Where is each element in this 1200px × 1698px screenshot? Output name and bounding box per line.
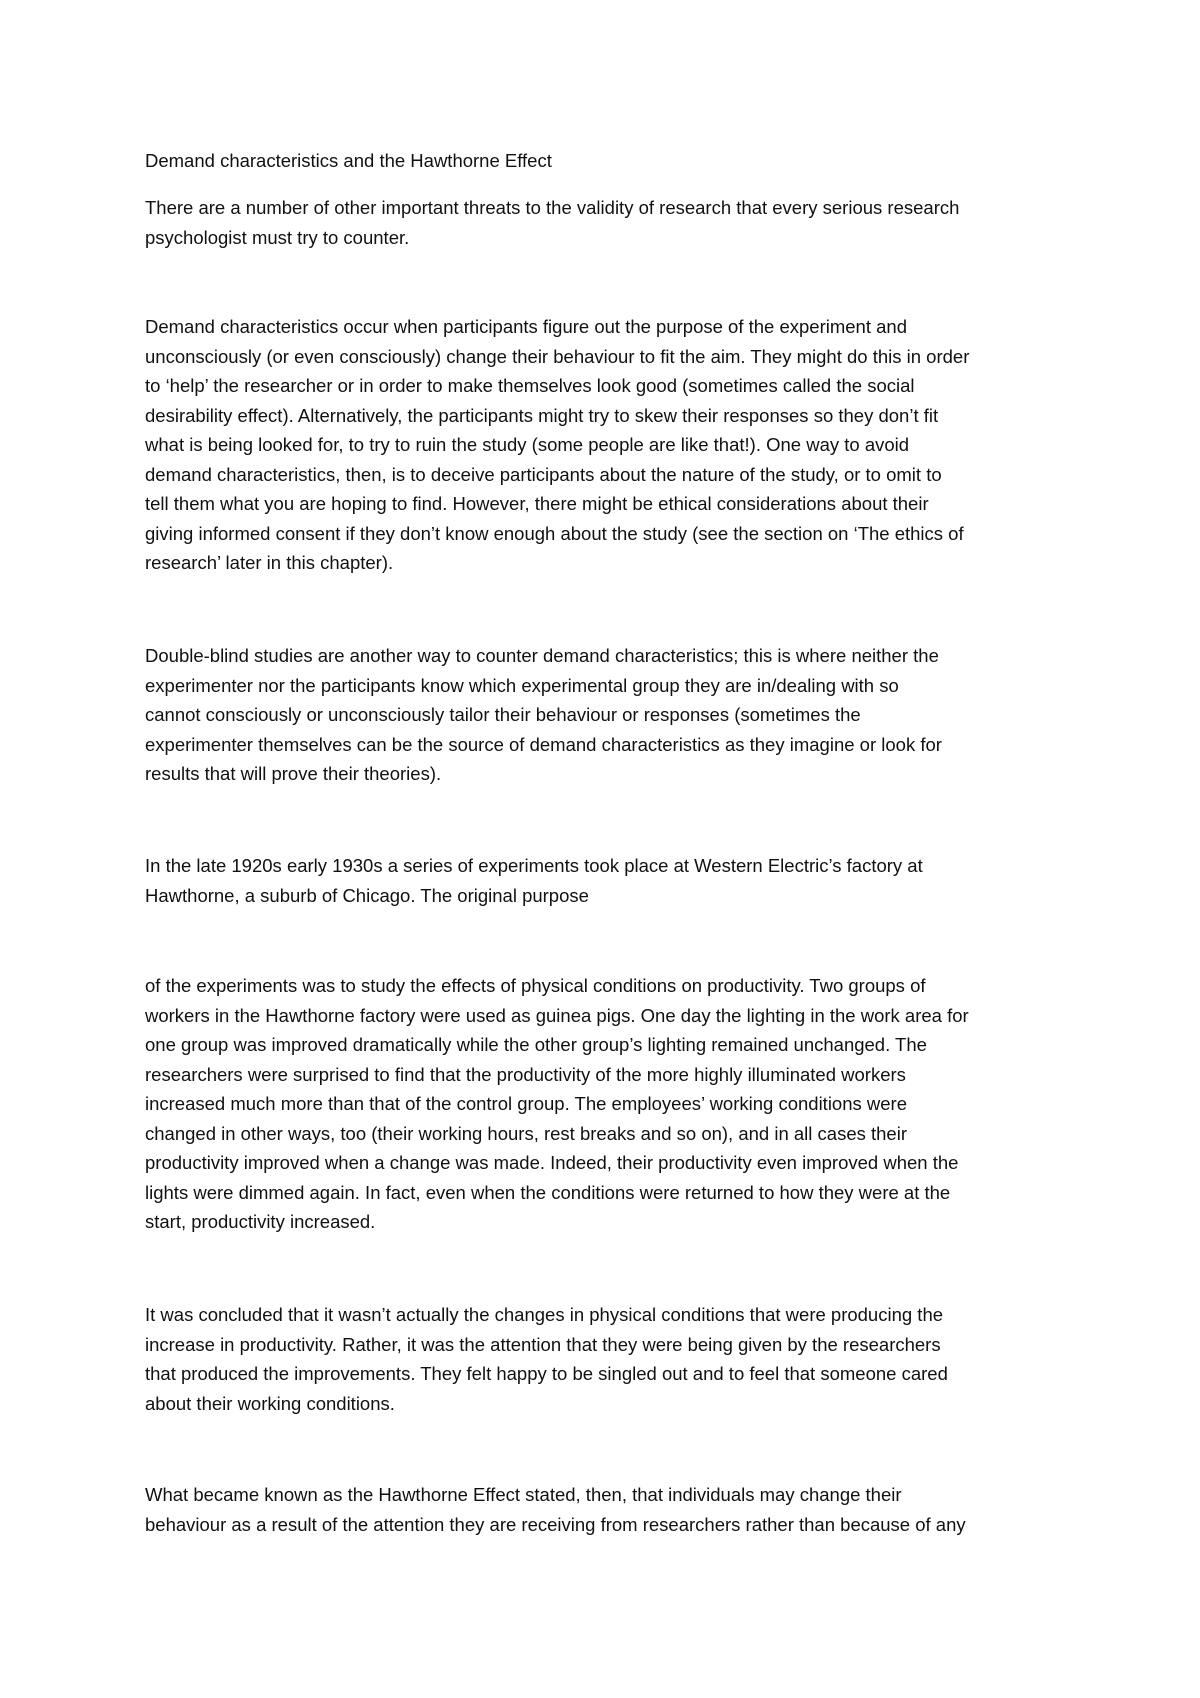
paragraph-double-blind [145,641,1075,789]
paragraph-line: to ‘help’ the researcher or in order to make themselves look good (sometimes called the social [145,375,915,396]
heading-line: Demand characteristics and the Hawthorne Effect [145,150,552,171]
paragraph-line: experimenter themselves can be the source of demand characteristics as they imagine or look for [145,733,942,755]
paragraph-line: It was concluded that it wasn’t actually the changes in physical conditions that were producing the [145,1304,944,1325]
paragraph-line: What became known as the Hawthorne Effect stated, then, that individuals may change their [145,1484,902,1505]
paragraph-line: one group was improved dramatically while the other group’s lighting remained unchanged. The [145,1034,927,1055]
paragraph-line: of the experiments was to study the effects of physical conditions on productivity. Two groups of [145,975,926,996]
paragraph-line: about their working conditions. [145,1392,395,1414]
paragraph-line: demand characteristics, then, is to deceive participants about the nature of the study, or to omit to [145,463,942,485]
paragraph-line: Demand characteristics occur when participants figure out the purpose of the experiment and [145,316,907,337]
paragraph-line: There are a number of other important threats to the validity of research that every serious research [145,197,960,218]
paragraph-line: researchers were surprised to find that the productivity of the more highly illuminated workers [145,1063,906,1085]
document-heading [145,146,1075,176]
paragraph-intro [145,193,1075,252]
paragraph-line: Hawthorne, a suburb of Chicago. The original purpose [145,884,589,906]
paragraph-line: unconsciously (or even consciously) change their behaviour to fit the aim. They might do this in order [145,345,970,367]
paragraph-line: desirability effect). Alternatively, the participants might try to skew their responses so they don’t fit [145,404,939,426]
paragraph-line: lights were dimmed again. In fact, even when the conditions were returned to how they were at the [145,1181,951,1203]
paragraph-hawthorne-effect [145,1480,1075,1539]
paragraph-line: changed in other ways, too (their working hours, rest breaks and so on), and in all cases their [145,1122,907,1144]
paragraph-hawthorne-intro [145,851,1075,910]
paragraph-line: workers in the Hawthorne factory were used as guinea pigs. One day the lighting in the work area for [145,1004,969,1026]
paragraph-line: that produced the improvements. They felt happy to be singled out and to feel that someone cared [145,1363,948,1384]
paragraph-line: research’ later in this chapter). [145,552,394,573]
paragraph-line: psychologist must try to counter. [145,226,410,248]
paragraph-line: experimenter nor the participants know which experimental group they are in/dealing with so [145,674,899,696]
paragraph-line: Double-blind studies are another way to counter demand characteristics; this is where neither the [145,645,939,666]
paragraph-line: tell them what you are hoping to find. However, there might be ethical considerations about their [145,493,929,514]
paragraph-line: behaviour as a result of the attention they are receiving from researchers rather than because of any [145,1513,966,1535]
paragraph-demand-characteristics [145,312,1075,578]
paragraph-line: what is being looked for, to try to ruin the study (some people are like that!). One way to avoid [145,434,910,455]
paragraph-conclusion [145,1300,1075,1418]
paragraph-hawthorne-experiments [145,971,1075,1237]
paragraph-line: cannot consciously or unconsciously tailor their behaviour or responses (sometimes the [145,704,861,725]
paragraph-line: giving informed consent if they don’t know enough about the study (see the section on ‘The ethics of [145,522,964,544]
paragraph-line: In the late 1920s early 1930s a series of experiments took place at Western Electric’s factory at [145,855,923,876]
paragraph-line: increased much more than that of the control group. The employees’ working conditions were [145,1093,907,1114]
paragraph-line: start, productivity increased. [145,1211,376,1232]
paragraph-line: increase in productivity. Rather, it was the attention that they were being given by the researchers [145,1333,941,1355]
paragraph-line: results that will prove their theories). [145,763,442,784]
paragraph-line: productivity improved when a change was made. Indeed, their productivity even improved when the [145,1152,959,1173]
